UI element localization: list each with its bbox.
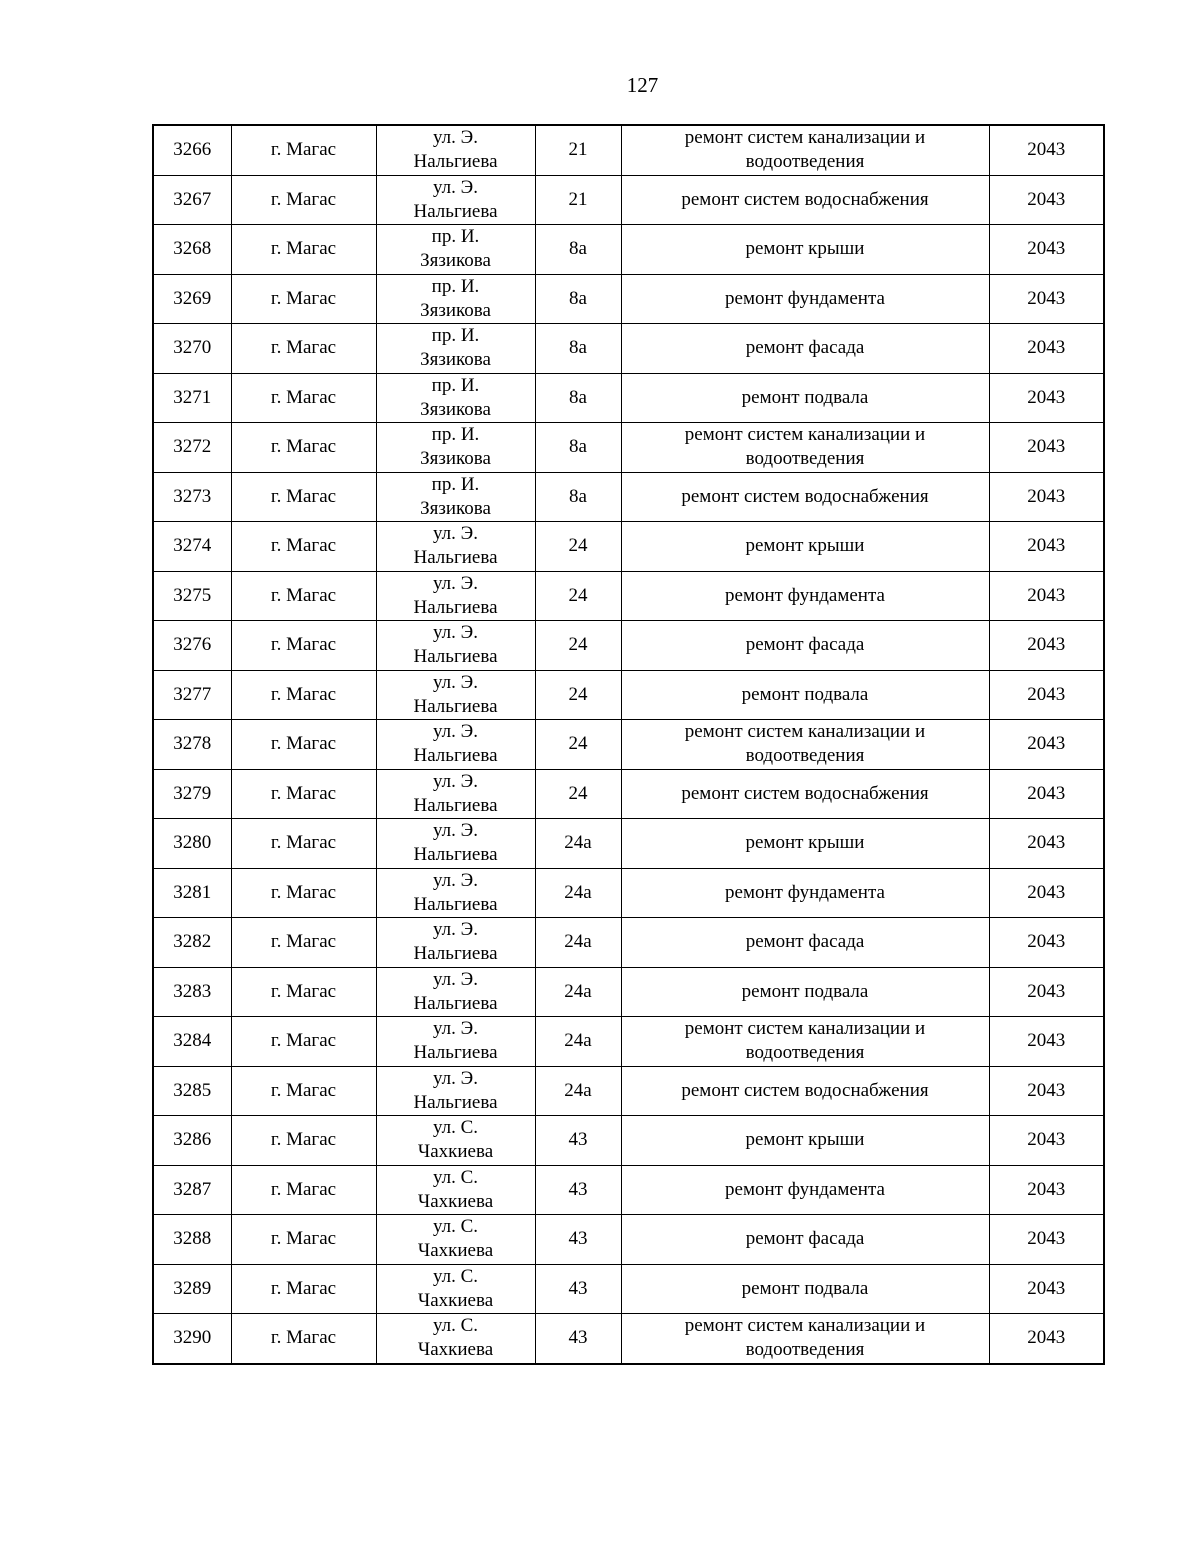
year-cell: 2043 <box>989 819 1104 869</box>
house-number-cell: 8а <box>535 423 621 473</box>
street-line: ул. Э. <box>433 770 478 792</box>
street-cell <box>376 522 535 572</box>
street-line: Нальгиева <box>413 745 498 767</box>
street-line: пр. И. <box>431 473 480 495</box>
year-cell: 2043 <box>989 175 1104 225</box>
row-number-cell: 3282 <box>153 918 231 968</box>
city-cell: г. Магас <box>231 373 376 423</box>
work-type-cell: ремонт подвала <box>621 967 989 1017</box>
table-row <box>153 1017 1104 1067</box>
year-cell: 2043 <box>989 423 1104 473</box>
street-line: ул. Э. <box>433 176 478 198</box>
street-cell <box>376 967 535 1017</box>
work-type-cell: ремонт подвала <box>621 670 989 720</box>
table-row <box>153 868 1104 918</box>
table-row <box>153 522 1104 572</box>
row-number-cell: 3269 <box>153 274 231 324</box>
row-number-cell: 3272 <box>153 423 231 473</box>
work-type-cell: ремонт фасада <box>621 1215 989 1265</box>
work-type-cell: ремонт крыши <box>621 1116 989 1166</box>
street-cell <box>376 423 535 473</box>
house-number-cell: 21 <box>535 175 621 225</box>
work-type-cell: ремонт систем канализации и водоотведения <box>621 423 989 473</box>
city-cell: г. Магас <box>231 571 376 621</box>
work-type-cell: ремонт систем канализации и водоотведения <box>621 1017 989 1067</box>
street-line: Нальгиева <box>413 646 498 668</box>
city-cell: г. Магас <box>231 274 376 324</box>
street-line: Нальгиева <box>413 695 498 717</box>
city-cell: г. Магас <box>231 1017 376 1067</box>
street-cell <box>376 571 535 621</box>
year-cell: 2043 <box>989 125 1104 175</box>
city-cell: г. Магас <box>231 868 376 918</box>
house-number-cell: 24 <box>535 621 621 671</box>
house-number-cell: 24 <box>535 670 621 720</box>
street-line: Зязикова <box>420 398 491 420</box>
city-cell: г. Магас <box>231 225 376 275</box>
work-type-cell: ремонт крыши <box>621 225 989 275</box>
street-cell <box>376 274 535 324</box>
year-cell: 2043 <box>989 720 1104 770</box>
table-row <box>153 918 1104 968</box>
table-row <box>153 670 1104 720</box>
street-line: ул. Э. <box>433 622 478 644</box>
table-row <box>153 274 1104 324</box>
row-number-cell: 3273 <box>153 472 231 522</box>
street-line: ул. Э. <box>433 1018 478 1040</box>
street-line: ул. Э. <box>433 919 478 941</box>
row-number-cell: 3286 <box>153 1116 231 1166</box>
house-number-cell: 43 <box>535 1215 621 1265</box>
page-number: 127 <box>626 73 659 97</box>
row-number-cell: 3289 <box>153 1264 231 1314</box>
table-row <box>153 423 1104 473</box>
street-line: пр. И. <box>431 226 480 248</box>
table-row <box>153 819 1104 869</box>
city-cell: г. Магас <box>231 175 376 225</box>
street-line: Нальгиева <box>413 200 498 222</box>
year-cell: 2043 <box>989 225 1104 275</box>
city-cell: г. Магас <box>231 423 376 473</box>
table-row <box>153 1116 1104 1166</box>
city-cell: г. Магас <box>231 1116 376 1166</box>
house-number-cell: 24а <box>535 819 621 869</box>
street-line: пр. И. <box>431 374 480 396</box>
table-row <box>153 769 1104 819</box>
row-number-cell: 3267 <box>153 175 231 225</box>
work-type-cell: ремонт крыши <box>621 522 989 572</box>
table-row <box>153 175 1104 225</box>
work-type-cell: ремонт фасада <box>621 621 989 671</box>
work-type-cell: ремонт систем водоснабжения <box>621 472 989 522</box>
city-cell: г. Магас <box>231 769 376 819</box>
work-type-cell: ремонт фундамента <box>621 1165 989 1215</box>
house-number-cell: 24а <box>535 1066 621 1116</box>
year-cell: 2043 <box>989 1264 1104 1314</box>
table-row <box>153 225 1104 275</box>
street-line: Нальгиева <box>413 1042 498 1064</box>
table-row <box>153 1165 1104 1215</box>
street-cell <box>376 868 535 918</box>
street-cell <box>376 1215 535 1265</box>
city-cell: г. Магас <box>231 967 376 1017</box>
street-line: Чахкиева <box>417 1141 494 1163</box>
house-number-cell: 43 <box>535 1314 621 1364</box>
table-row <box>153 472 1104 522</box>
street-line: ул. Э. <box>433 127 478 149</box>
row-number-cell: 3279 <box>153 769 231 819</box>
street-line: Нальгиева <box>413 547 498 569</box>
house-number-cell: 8а <box>535 274 621 324</box>
table-row <box>153 125 1104 175</box>
work-type-cell: ремонт систем канализации и водоотведения <box>621 125 989 175</box>
house-number-cell: 8а <box>535 472 621 522</box>
house-number-cell: 8а <box>535 225 621 275</box>
street-cell <box>376 1116 535 1166</box>
street-line: Чахкиева <box>417 1190 494 1212</box>
work-type-cell: ремонт фундамента <box>621 571 989 621</box>
row-number-cell: 3283 <box>153 967 231 1017</box>
city-cell: г. Магас <box>231 918 376 968</box>
table-body <box>153 125 1104 1364</box>
street-line: Нальгиева <box>413 943 498 965</box>
street-cell <box>376 670 535 720</box>
house-number-cell: 24а <box>535 1017 621 1067</box>
street-line: пр. И. <box>431 424 480 446</box>
row-number-cell: 3266 <box>153 125 231 175</box>
street-line: ул. Э. <box>433 968 478 990</box>
street-line: ул. Э. <box>433 869 478 891</box>
street-cell <box>376 125 535 175</box>
row-number-cell: 3285 <box>153 1066 231 1116</box>
street-line: Чахкиева <box>417 1339 494 1361</box>
row-number-cell: 3276 <box>153 621 231 671</box>
city-cell: г. Магас <box>231 472 376 522</box>
street-cell <box>376 918 535 968</box>
street-line: ул. С. <box>432 1265 479 1287</box>
street-cell <box>376 769 535 819</box>
street-line: ул. С. <box>432 1216 479 1238</box>
year-cell: 2043 <box>989 868 1104 918</box>
house-number-cell: 24 <box>535 769 621 819</box>
house-number-cell: 24а <box>535 918 621 968</box>
street-cell <box>376 1066 535 1116</box>
street-cell <box>376 819 535 869</box>
row-number-cell: 3290 <box>153 1314 231 1364</box>
house-number-cell: 43 <box>535 1264 621 1314</box>
city-cell: г. Магас <box>231 1066 376 1116</box>
table-row <box>153 571 1104 621</box>
city-cell: г. Магас <box>231 670 376 720</box>
table-row <box>153 373 1104 423</box>
street-line: Нальгиева <box>413 893 498 915</box>
year-cell: 2043 <box>989 1215 1104 1265</box>
row-number-cell: 3275 <box>153 571 231 621</box>
city-cell: г. Магас <box>231 621 376 671</box>
street-cell <box>376 1017 535 1067</box>
street-line: ул. Э. <box>433 820 478 842</box>
year-cell: 2043 <box>989 571 1104 621</box>
street-line: Нальгиева <box>413 151 498 173</box>
street-line: ул. Э. <box>433 572 478 594</box>
work-type-cell: ремонт фундамента <box>621 274 989 324</box>
street-cell <box>376 373 535 423</box>
year-cell: 2043 <box>989 1314 1104 1364</box>
street-line: ул. С. <box>432 1117 479 1139</box>
house-number-cell: 24 <box>535 571 621 621</box>
table-row <box>153 324 1104 374</box>
row-number-cell: 3278 <box>153 720 231 770</box>
city-cell: г. Магас <box>231 720 376 770</box>
street-cell <box>376 225 535 275</box>
street-line: ул. С. <box>432 1166 479 1188</box>
work-type-cell: ремонт систем водоснабжения <box>621 175 989 225</box>
repair-schedule-table <box>152 124 1105 1365</box>
house-number-cell: 24 <box>535 522 621 572</box>
year-cell: 2043 <box>989 1165 1104 1215</box>
year-cell: 2043 <box>989 918 1104 968</box>
work-type-cell: ремонт фасада <box>621 918 989 968</box>
year-cell: 2043 <box>989 274 1104 324</box>
row-number-cell: 3280 <box>153 819 231 869</box>
street-line: Чахкиева <box>417 1289 494 1311</box>
work-type-cell: ремонт подвала <box>621 373 989 423</box>
street-cell <box>376 1314 535 1364</box>
work-type-cell: ремонт фундамента <box>621 868 989 918</box>
year-cell: 2043 <box>989 621 1104 671</box>
year-cell: 2043 <box>989 522 1104 572</box>
year-cell: 2043 <box>989 1017 1104 1067</box>
work-type-cell: ремонт систем водоснабжения <box>621 769 989 819</box>
city-cell: г. Магас <box>231 522 376 572</box>
street-line: Нальгиева <box>413 1091 498 1113</box>
table-row <box>153 1314 1104 1364</box>
house-number-cell: 43 <box>535 1165 621 1215</box>
city-cell: г. Магас <box>231 1264 376 1314</box>
row-number-cell: 3270 <box>153 324 231 374</box>
street-line: ул. Э. <box>433 721 478 743</box>
year-cell: 2043 <box>989 472 1104 522</box>
row-number-cell: 3287 <box>153 1165 231 1215</box>
year-cell: 2043 <box>989 373 1104 423</box>
table-row <box>153 720 1104 770</box>
street-line: Зязикова <box>420 349 491 371</box>
street-line: Зязикова <box>420 250 491 272</box>
street-line: Зязикова <box>420 299 491 321</box>
year-cell: 2043 <box>989 670 1104 720</box>
street-line: пр. И. <box>431 275 480 297</box>
table-row <box>153 1264 1104 1314</box>
street-line: Зязикова <box>420 497 491 519</box>
street-cell <box>376 1264 535 1314</box>
street-line: Нальгиева <box>413 844 498 866</box>
street-cell <box>376 621 535 671</box>
house-number-cell: 24а <box>535 967 621 1017</box>
work-type-cell: ремонт крыши <box>621 819 989 869</box>
row-number-cell: 3274 <box>153 522 231 572</box>
street-cell <box>376 1165 535 1215</box>
house-number-cell: 8а <box>535 373 621 423</box>
table-row <box>153 1066 1104 1116</box>
year-cell: 2043 <box>989 1116 1104 1166</box>
street-line: пр. И. <box>431 325 480 347</box>
street-line: Нальгиева <box>413 596 498 618</box>
street-line: Нальгиева <box>413 992 498 1014</box>
table-row <box>153 621 1104 671</box>
row-number-cell: 3277 <box>153 670 231 720</box>
street-cell <box>376 472 535 522</box>
work-type-cell: ремонт систем канализации и водоотведения <box>621 1314 989 1364</box>
street-line: ул. Э. <box>433 671 478 693</box>
work-type-cell: ремонт подвала <box>621 1264 989 1314</box>
year-cell: 2043 <box>989 1066 1104 1116</box>
year-cell: 2043 <box>989 967 1104 1017</box>
street-line: Чахкиева <box>417 1240 494 1262</box>
house-number-cell: 8а <box>535 324 621 374</box>
table-row <box>153 967 1104 1017</box>
city-cell: г. Магас <box>231 1165 376 1215</box>
city-cell: г. Магас <box>231 1314 376 1364</box>
street-cell <box>376 720 535 770</box>
street-line: ул. Э. <box>433 1067 478 1089</box>
row-number-cell: 3268 <box>153 225 231 275</box>
city-cell: г. Магас <box>231 125 376 175</box>
house-number-cell: 24а <box>535 868 621 918</box>
street-cell <box>376 175 535 225</box>
house-number-cell: 43 <box>535 1116 621 1166</box>
street-cell <box>376 324 535 374</box>
street-line: Нальгиева <box>413 794 498 816</box>
work-type-cell: ремонт систем канализации и водоотведения <box>621 720 989 770</box>
city-cell: г. Магас <box>231 819 376 869</box>
table-row <box>153 1215 1104 1265</box>
row-number-cell: 3284 <box>153 1017 231 1067</box>
year-cell: 2043 <box>989 769 1104 819</box>
row-number-cell: 3271 <box>153 373 231 423</box>
city-cell: г. Магас <box>231 1215 376 1265</box>
work-type-cell: ремонт систем водоснабжения <box>621 1066 989 1116</box>
city-cell: г. Магас <box>231 324 376 374</box>
house-number-cell: 21 <box>535 125 621 175</box>
street-line: ул. С. <box>432 1315 479 1337</box>
row-number-cell: 3288 <box>153 1215 231 1265</box>
street-line: ул. Э. <box>433 523 478 545</box>
year-cell: 2043 <box>989 324 1104 374</box>
house-number-cell: 24 <box>535 720 621 770</box>
work-type-cell: ремонт фасада <box>621 324 989 374</box>
row-number-cell: 3281 <box>153 868 231 918</box>
street-line: Зязикова <box>420 448 491 470</box>
